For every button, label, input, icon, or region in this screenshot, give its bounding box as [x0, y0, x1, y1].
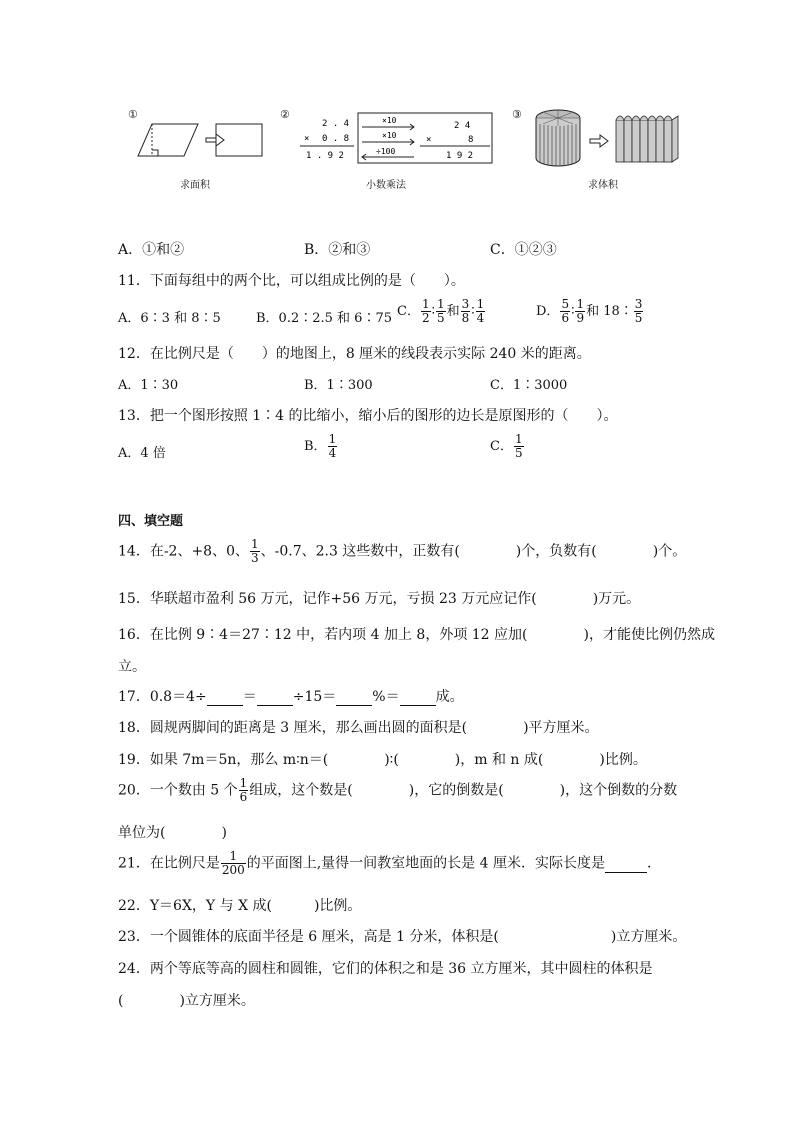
figure-3-number: ③ [512, 108, 522, 121]
q11-c-fraction-3: $\frac{3}{8}$ [461, 297, 470, 325]
q20-line1: 20．一个数由 5 个 $\frac{1}{6}$ 组成，这个数是( )，它的倒数是( )，这个倒数的分数 [118, 776, 678, 804]
q20-line2: 单位为( ) [118, 825, 227, 841]
q13-option-b[interactable] [304, 433, 338, 460]
section-heading: 四、填空题 [118, 514, 184, 529]
q19: 19．如果 7m＝5n，那么 m∶n＝( )∶( )，m 和 n 成( )比例。 [118, 752, 647, 768]
fig2-right-row3: 1 9 2 [446, 151, 474, 161]
fig2-left-row2: 0 . 8 [322, 134, 350, 144]
fig2-right-row1: 2 4 [454, 121, 471, 131]
q11-option-b[interactable]: B．0.2∶2.5 和 6∶75 [256, 311, 392, 326]
q11-option-c[interactable]: C． $\frac{1}{2}$ ∶ $\frac{1}{5}$ 和 $\frac{3}{8}$ ∶ $\frac{1}{4}$ [397, 297, 485, 325]
svg-text:×: × [426, 135, 432, 145]
fig2-left-row1: 2 . 4 [322, 119, 350, 129]
q17-blank-4[interactable] [400, 689, 436, 706]
q10-option-c[interactable]: C．①②③ [490, 242, 557, 258]
q24-line2: ( )立方厘米。 [118, 993, 255, 1009]
q21-fraction: $\frac{1}{200}$ [221, 849, 245, 877]
q21: 21．在比例尺是 $\frac{1}{200}$ 的平面图上,量得一间教室地面的长是 4 厘米．实际长度是 ． [118, 849, 661, 877]
q13-b-prefix: B． [304, 439, 327, 454]
q12-option-c[interactable]: C．1∶3000 [490, 378, 568, 393]
q17: 17．0.8＝4÷ ＝ ÷15＝ %＝ 成。 [118, 689, 464, 705]
figure-1-number: ① [128, 108, 138, 121]
q10-option-a[interactable]: A．①和② [118, 242, 185, 258]
figure-3-caption: 求体积 [588, 180, 618, 191]
q13-stem: 13．把一个图形按照 1∶4 的比缩小，缩小后的图形的边长是原图形的（ ）。 [118, 408, 618, 424]
fig2-box-label-1: ×10 [382, 116, 397, 125]
q13-c-fraction: $\frac{1}{5}$ [514, 432, 523, 460]
q12-option-b[interactable]: B．1∶300 [304, 378, 373, 393]
q13-c-prefix: C． [490, 439, 513, 454]
q13-option-a[interactable]: A．4 倍 [118, 446, 166, 461]
q21-blank[interactable] [605, 856, 647, 873]
q11-c-fraction-2: $\frac{1}{5}$ [436, 297, 445, 325]
q11-option-d[interactable]: D． $\frac{5}{6}$ ∶ $\frac{1}{9}$ 和 18∶ $\frac{3}{5}$ [536, 297, 643, 325]
q16-line2: 立。 [118, 659, 146, 675]
decimal-multiplication-figure [296, 110, 496, 166]
q23: 23．一个圆锥体的底面半径是 6 厘米，高是 1 分米，体积是( )立方厘米。 [118, 929, 687, 945]
fig2-box-label-3: ÷100 [376, 147, 396, 156]
fig2-left-row3: 1 . 9 2 [306, 151, 344, 161]
q12-option-a[interactable]: A．1∶30 [118, 378, 179, 393]
q20-fraction: $\frac{1}{6}$ [239, 776, 248, 804]
parallelogram-to-rectangle-figure [128, 118, 268, 164]
q17-blank-1[interactable] [207, 689, 243, 706]
q11-c-prefix: C． [397, 304, 420, 319]
q24-line1: 24．两个等底等高的圆柱和圆锥，它们的体积之和是 36 立方厘米，其中圆柱的体积是 [118, 961, 653, 977]
q11-c-fraction-1: $\frac{1}{2}$ [421, 297, 430, 325]
q11-d-prefix: D． [536, 304, 560, 319]
q11-d-fraction-3: $\frac{3}{5}$ [634, 297, 643, 325]
q11-c-fraction-4: $\frac{1}{4}$ [476, 297, 485, 325]
figure-2-number: ② [280, 108, 290, 121]
q13-option-c[interactable] [490, 433, 525, 460]
fig2-right-row2: 8 [468, 135, 474, 145]
q12-stem: 12．在比例尺是（ ）的地图上，8 厘米的线段表示实际 240 米的距离。 [118, 346, 591, 362]
q17-blank-2[interactable] [257, 689, 293, 706]
q11-d-fraction-2: $\frac{1}{9}$ [576, 297, 585, 325]
figure-1-caption: 求面积 [180, 180, 210, 191]
fig2-box-label-2: ×10 [382, 131, 397, 140]
q22: 22．Y＝6X，Y 与 X 成( )比例。 [118, 898, 362, 914]
q14-fraction: $\frac{1}{3}$ [251, 537, 259, 565]
q11-d-fraction-1: $\frac{5}{6}$ [561, 297, 570, 325]
q13-b-fraction: $\frac{1}{4}$ [328, 432, 337, 460]
q11-option-a[interactable]: A．6∶3 和 8∶5 [118, 311, 221, 326]
q15: 15．华联超市盈利 56 万元，记作+56 万元，亏损 23 万元应记作( )万元。 [118, 591, 641, 607]
q16-line1: 16．在比例 9∶4＝27∶12 中，若内项 4 加上 8，外项 12 应加( )，才能使比例仍然成 [118, 627, 715, 643]
q17-blank-3[interactable] [336, 689, 372, 706]
cylinder-to-cuboid-figure [534, 106, 684, 168]
q18: 18．圆规两脚间的距离是 3 厘米，那么画出圆的面积是( )平方厘米。 [118, 720, 599, 736]
q10-option-b[interactable]: B．②和③ [304, 242, 371, 258]
q14: 14．在-2、+8、0、 $\frac{1}{3}$ 、-0.7、2.3 这些数中，正数有( )个，负数有( )个。 [118, 537, 687, 565]
figure-2-caption: 小数乘法 [366, 180, 406, 191]
fig2-left-op: × [304, 134, 310, 144]
q11-stem: 11．下面每组中的两个比，可以组成比例的是（ ）。 [118, 273, 465, 289]
